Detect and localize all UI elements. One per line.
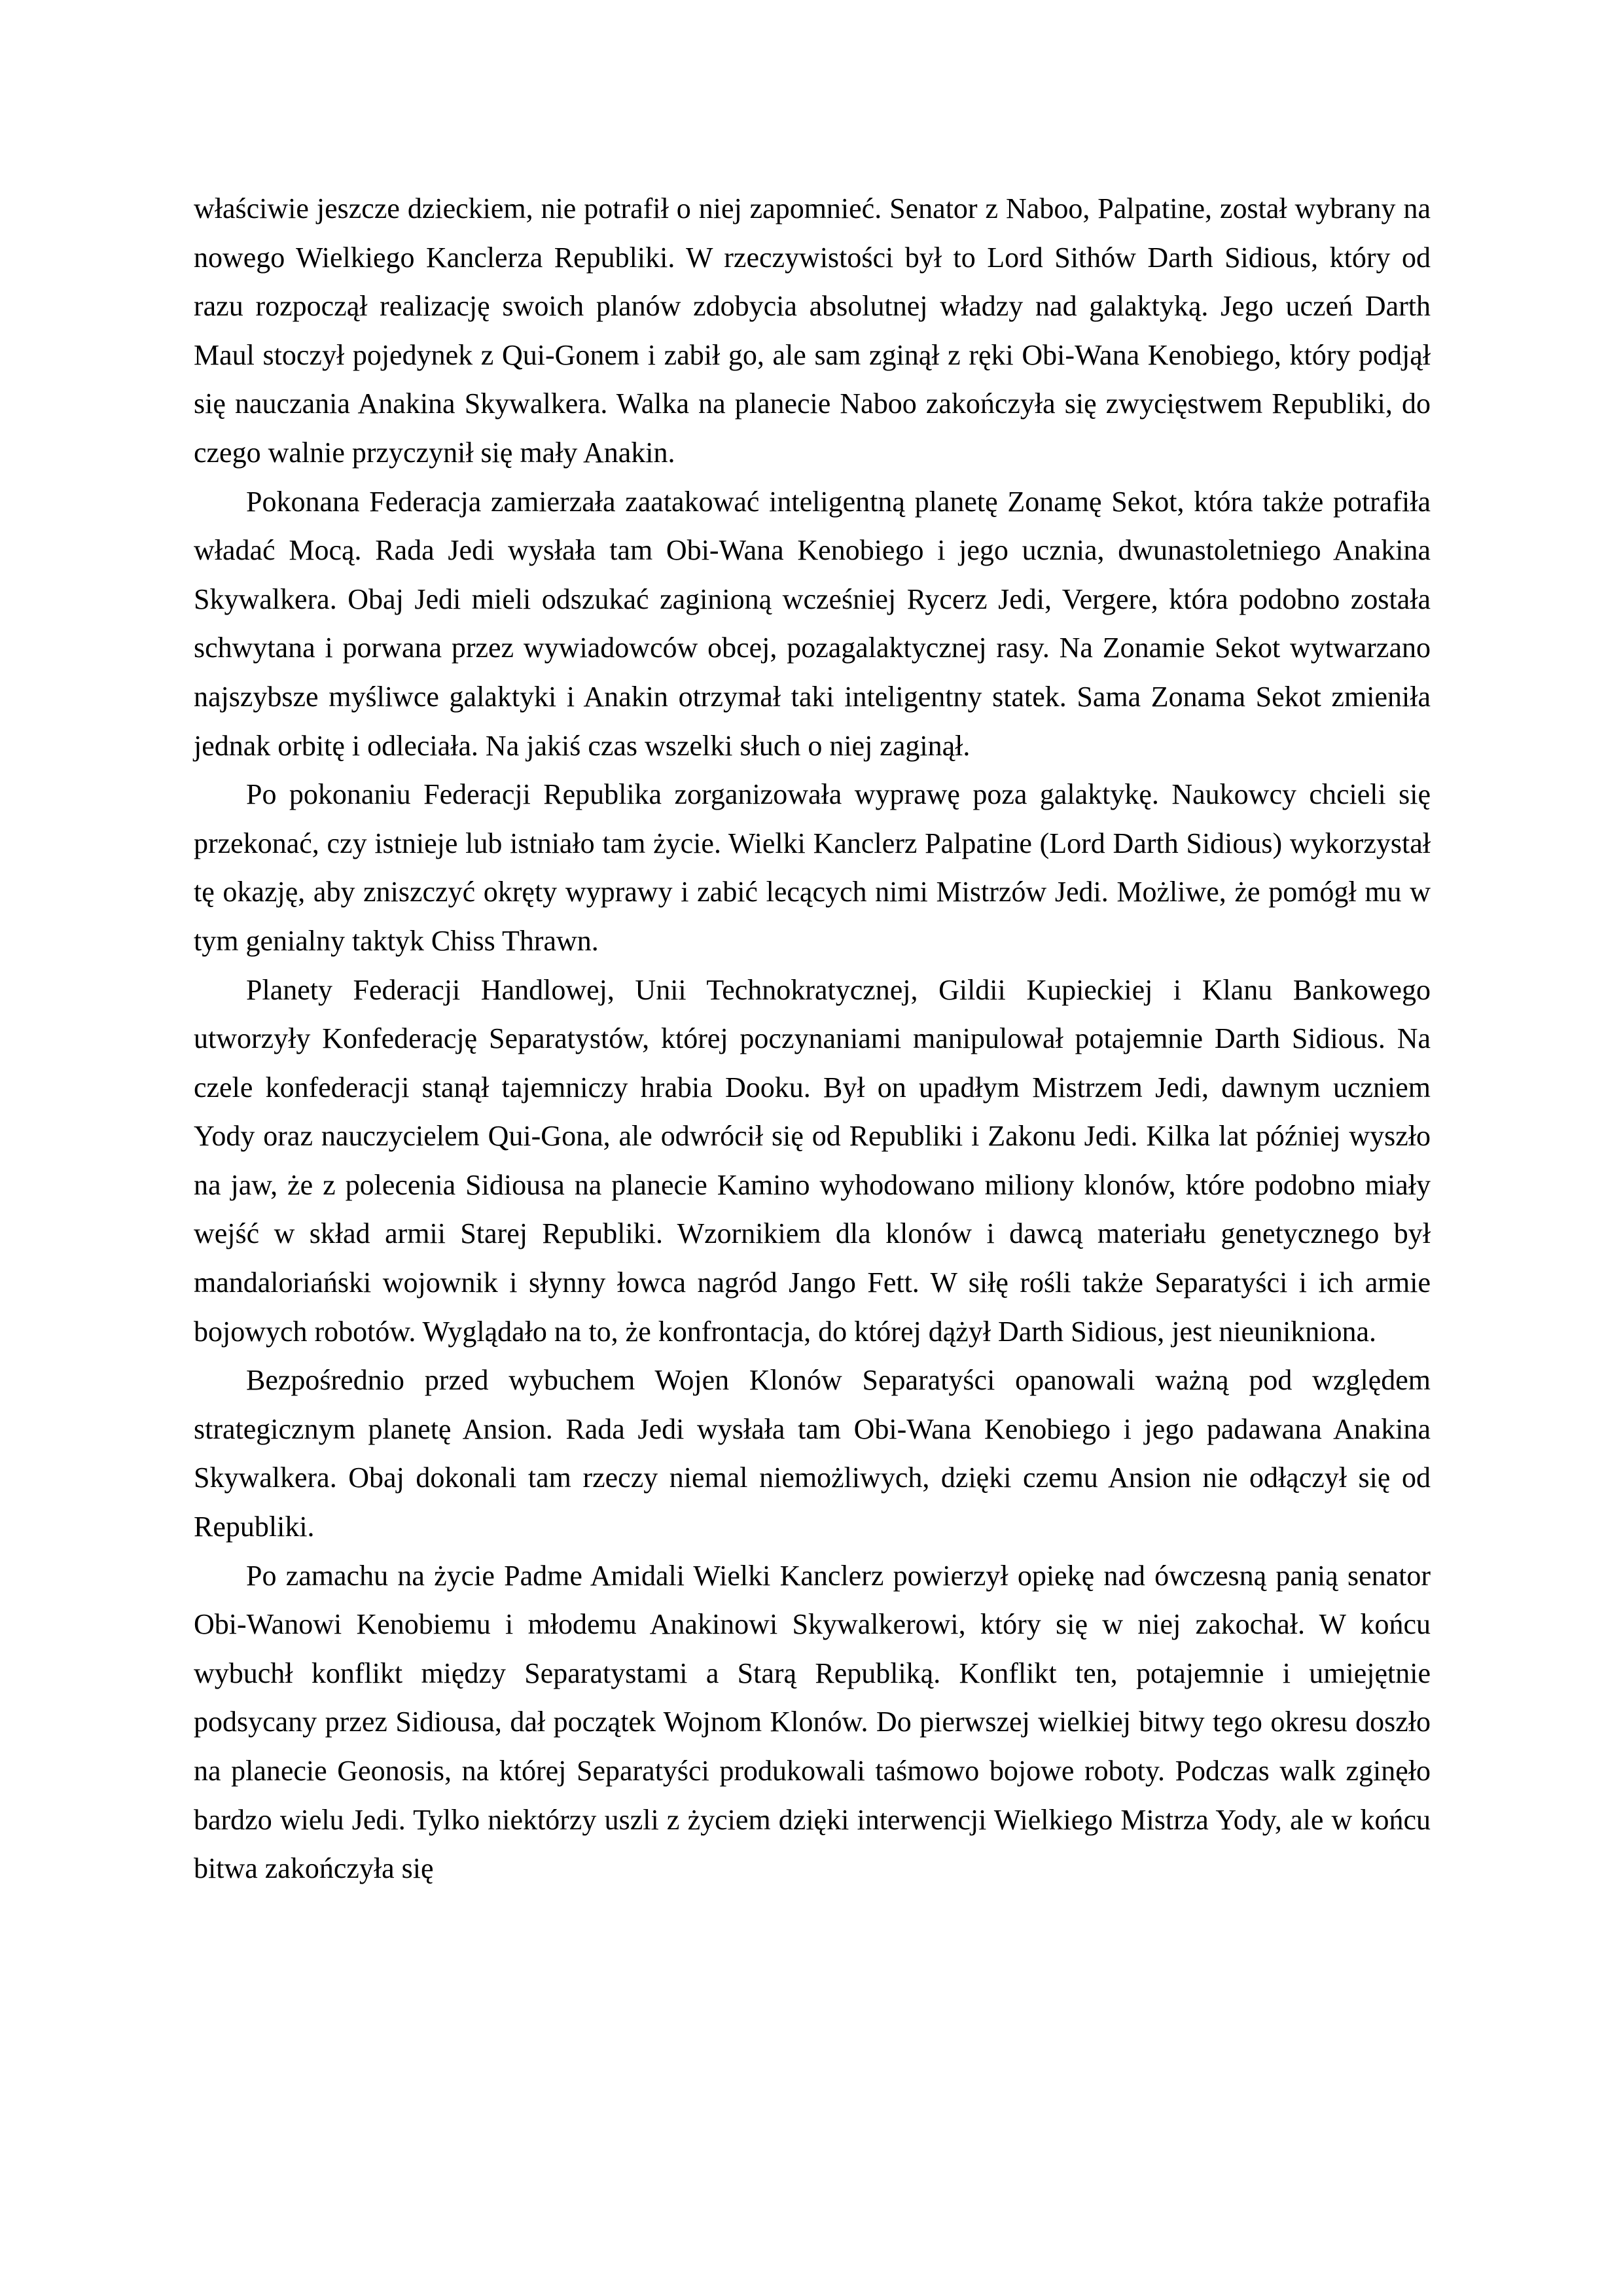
paragraph: Po pokonaniu Federacji Republika zorganizowała wyprawę poza galaktykę. Naukowcy chcieli się przekonać, czy istnieje lub istniało tam życie. Wielki Kanclerz Palpatine (Lord Darth Sidious) wykorzystał tę okazję, aby zniszczyć okręty wyprawy i zabić lecących nimi Mistrzów Jedi. Możliwe, że pomógł mu w tym genialny taktyk Chiss Thrawn. [194, 778, 1431, 957]
paragraph: Bezpośrednio przed wybuchem Wojen Klonów Separatyści opanowali ważną pod względem strategicznym planetę Ansion. Rada Jedi wysłała tam Obi-Wana Kenobiego i jego padawana Anakina Skywalkera. Obaj dokonali tam rzeczy niemal niemożliwych, dzięki czemu Ansion nie odłączył się od Republiki. [194, 1364, 1431, 1543]
body-text [194, 185, 1431, 1893]
paragraph: Pokonana Federacja zamierzała zaatakować inteligentną planetę Zonamę Sekot, która także potrafiła władać Mocą. Rada Jedi wysłała tam Obi-Wana Kenobiego i jego ucznia, dwunastoletniego Anakina Skywalkera. Obaj Jedi mieli odszukać zaginioną wcześniej Rycerz Jedi, Vergere, która podobno została schwytana i porwana przez wywiadowców obcej, pozagalaktycznej rasy. Na Zonamie Sekot wytwarzano najszybsze myśliwce galaktyki i Anakin otrzymał taki inteligentny statek. Sama Zonama Sekot zmieniła jednak orbitę i odleciała. Na jakiś czas wszelki słuch o niej zaginął. [194, 485, 1431, 762]
paragraph-continuation: właściwie jeszcze dzieckiem, nie potrafił o niej zapomnieć. Senator z Naboo, Palpatine, został wybrany na nowego Wielkiego Kanclerza Republiki. W rzeczywistości był to Lord Sithów Darth Sidious, który od razu rozpoczął realizację swoich planów zdobycia absolutnej władzy nad galaktyką. Jego uczeń Darth Maul stoczył pojedynek z Qui-Gonem i zabił go, ale sam zginął z ręki Obi-Wana Kenobiego, który podjął się nauczania Anakina Skywalkera. Walka na planecie Naboo zakończyła się zwycięstwem Republiki, do czego walnie przyczynił się mały Anakin. [194, 192, 1431, 469]
paragraph-truncated: Po zamachu na życie Padme Amidali Wielki Kanclerz powierzył opiekę nad ówczesną panią senator Obi-Wanowi Kenobiemu i młodemu Anakinowi Skywalkerowi, który się w niej zakochał. W końcu wybuchł konflikt między Separatystami a Starą Republiką. Konflikt ten, potajemnie i umiejętnie podsycany przez Sidiousa, dał początek Wojnom Klonów. Do pierwszej wielkiej bitwy tego okresu doszło na planecie Geonosis, na której Separatyści produkowali taśmowo bojowe roboty. Podczas walk zginęło bardzo wielu Jedi. Tylko niektórzy uszli z życiem dzięki interwencji Wielkiego Mistrza Yody, ale w końcu bitwa zakończyła się [194, 1559, 1431, 1885]
paragraph: Planety Federacji Handlowej, Unii Technokratycznej, Gildii Kupieckiej i Klanu Bankowego utworzyły Konfederację Separatystów, której poczynaniami manipulował potajemnie Darth Sidious. Na czele konfederacji stanął tajemniczy hrabia Dooku. Był on upadłym Mistrzem Jedi, dawnym uczniem Yody oraz nauczycielem Qui-Gona, ale odwrócił się od Republiki i Zakonu Jedi. Kilka lat później wyszło na jaw, że z polecenia Sidiousa na planecie Kamino wyhodowano miliony klonów, które podobno miały wejść w skład armii Starej Republiki. Wzornikiem dla klonów i dawcą materiału genetycznego był mandaloriański wojownik i słynny łowca nagród Jango Fett. W siłę rośli także Separatyści i ich armie bojowych robotów. Wyglądało na to, że konfrontacja, do której dążył Darth Sidious, jest nieunikniona. [194, 973, 1431, 1348]
